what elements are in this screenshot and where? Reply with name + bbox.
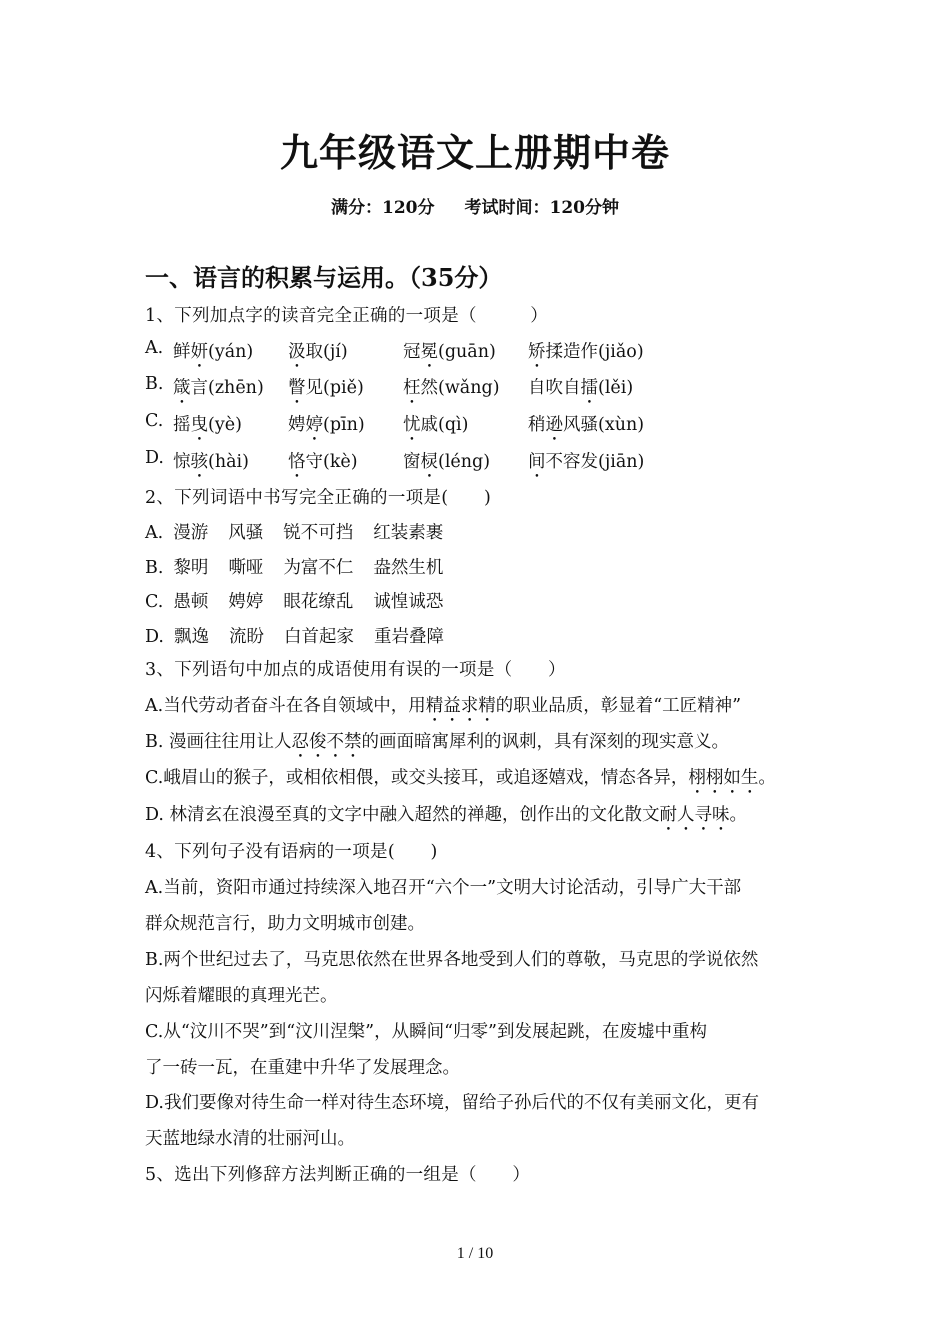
option-word: 娉婷: [228, 592, 264, 612]
option-word: 重岩叠障: [373, 627, 444, 647]
option-item: [528, 448, 644, 482]
option-word: 红装素裹: [373, 523, 444, 543]
option-word: 白首起家: [283, 627, 354, 647]
text-fragment: 揉造作(jiǎo): [545, 342, 644, 362]
text-fragment: 摇: [173, 415, 191, 435]
text-fragment: 自吹自: [528, 378, 581, 398]
option-word: 风骚: [228, 523, 264, 543]
text-fragment: 鲜: [173, 342, 191, 362]
option-line: D.我们要像对待生命一样对待生态环境，留给子孙后代的不仅有美丽文化，更有: [145, 1093, 759, 1113]
option-line: B.两个世纪过去了，马克思依然在世界各地受到人们的尊敬，马克思的学说依然: [145, 950, 759, 970]
option-row: [145, 411, 845, 437]
option-word: 眼花缭乱: [283, 592, 354, 612]
option-word: 漫游: [173, 523, 209, 543]
dotted-char: 冕: [420, 342, 438, 362]
dotted-char: 忧: [403, 415, 421, 435]
page-number: 1 / 10: [456, 1245, 494, 1262]
option-item: [173, 411, 242, 445]
option-row: [145, 338, 845, 364]
text-fragment: (hài): [208, 452, 249, 472]
option-item: [173, 338, 253, 372]
dotted-char: 骇: [190, 452, 208, 472]
option-item: [288, 448, 358, 482]
option-line: 了一砖一瓦，在重建中升华了发展理念。: [145, 1058, 460, 1078]
text-fragment: 娉: [288, 415, 306, 435]
section-title: 一、语言的积累与运用。（35分）: [145, 263, 503, 292]
option-line: 闪烁着耀眼的真理光芒。: [145, 986, 338, 1006]
option-word: 流盼: [228, 627, 264, 647]
text-fragment: 窗: [403, 452, 421, 472]
text-fragment: 的职业品质，彰显着“工匠精神”: [495, 696, 742, 716]
text-fragment: 见(piě): [305, 378, 364, 398]
dotted-char: 棂: [420, 452, 438, 472]
dotted-idiom: 栩栩如生: [688, 768, 759, 788]
text-fragment: 惊: [173, 452, 191, 472]
option-letter: C.: [145, 592, 164, 612]
option-line: 群众规范言行，助力文明城市创建。: [145, 914, 425, 934]
question-3-stem: 3、下列语句中加点的成语使用有误的一项是（ ）: [145, 660, 566, 680]
option-item: [173, 374, 264, 408]
text-fragment: 不容发(jiān): [545, 452, 645, 472]
option-item: [288, 411, 365, 445]
text-fragment: 戚(qì): [420, 415, 469, 435]
option-row: [145, 764, 776, 798]
dotted-char: 间: [528, 452, 546, 472]
option-letter: B.: [145, 374, 164, 394]
text-fragment: 。: [758, 768, 776, 788]
dotted-char: 逊: [545, 415, 563, 435]
option-item: [173, 448, 249, 482]
option-row: [145, 374, 845, 400]
text-fragment: (yè): [208, 415, 242, 435]
option-item: [403, 338, 496, 372]
option-letter: D.: [145, 448, 164, 468]
option-item: [403, 448, 490, 482]
dotted-idiom: 精益求精: [425, 696, 496, 716]
option-letter: B.: [145, 558, 164, 578]
text-fragment: A.当代劳动者奋斗在各自领域中，用: [145, 696, 426, 716]
text-fragment: 的画面暗寓犀利的讽刺，具有深刻的现实意义。: [361, 732, 729, 752]
dotted-char: 擂: [580, 378, 598, 398]
exam-info: [0, 193, 950, 218]
option-row: [145, 588, 463, 613]
option-word: 愚顿: [173, 592, 209, 612]
option-row: [145, 801, 747, 835]
option-item: [528, 338, 644, 372]
option-row: [145, 554, 463, 579]
option-word: 诚惶诚恐: [373, 592, 444, 612]
dotted-idiom: 耐人寻味: [659, 805, 730, 825]
text-fragment: C.峨眉山的猴子，或相依相偎，或交头接耳，或追逐嬉戏，情态各异，: [145, 768, 689, 788]
option-item: [403, 411, 468, 445]
dotted-char: 恪: [288, 452, 306, 472]
option-row: [145, 692, 741, 726]
option-word: 为富不仁: [283, 558, 354, 578]
text-fragment: B. 漫画往往用让人: [145, 732, 292, 752]
option-word: 盎然生机: [373, 558, 444, 578]
dotted-char: 婷: [305, 415, 323, 435]
option-row: [145, 448, 845, 474]
dotted-char: 妍: [190, 342, 208, 362]
question-4-stem: 4、下列句子没有语病的一项是( ): [145, 842, 438, 862]
option-row: [145, 728, 729, 762]
option-item: [403, 374, 500, 408]
dotted-char: 汲: [288, 342, 306, 362]
option-word: 黎明: [173, 558, 209, 578]
option-line: A.当前，资阳市通过持续深入地召开“六个一”文明大讨论活动，引导广大干部: [145, 878, 742, 898]
option-word: 嘶哑: [228, 558, 264, 578]
page-title: 九年级语文上册期中卷: [279, 130, 670, 175]
text-fragment: (lěi): [598, 378, 634, 398]
option-line: 天蓝地绿水清的壮丽河山。: [145, 1129, 355, 1149]
option-line: C.从“汶川不哭”到“汶川涅槃”，从瞬间“归零”到发展起跳，在废墟中重构: [145, 1022, 708, 1042]
option-item: [288, 338, 348, 372]
text-fragment: 言(zhēn): [190, 378, 264, 398]
option-letter: C.: [145, 411, 164, 431]
option-item: [528, 374, 633, 408]
option-letter: A.: [145, 338, 164, 358]
dotted-char: 枉: [403, 378, 421, 398]
option-word: 锐不可挡: [283, 523, 354, 543]
option-letter: A.: [145, 523, 164, 543]
text-fragment: 冠: [403, 342, 421, 362]
question-5-stem: 5、选出下列修辞方法判断正确的一组是（ ）: [145, 1165, 531, 1185]
text-fragment: 取(jí): [305, 342, 348, 362]
text-fragment: D. 林清玄在浪漫至真的文字中融入超然的禅趣，创作出的文化散文: [145, 805, 660, 825]
dotted-char: 瞥: [288, 378, 306, 398]
option-row: [145, 623, 464, 648]
option-letter: D.: [145, 627, 164, 647]
exam-time: 考试时间：120分钟: [464, 198, 619, 218]
text-fragment: 守(kè): [305, 452, 358, 472]
option-word: 飘逸: [173, 627, 209, 647]
text-fragment: (pīn): [323, 415, 365, 435]
dotted-char: 箴: [173, 378, 191, 398]
text-fragment: 稍: [528, 415, 546, 435]
dotted-char: 曳: [190, 415, 208, 435]
text-fragment: 。: [729, 805, 748, 825]
option-row: [145, 519, 463, 544]
text-fragment: (yán): [208, 342, 254, 362]
dotted-char: 矫: [528, 342, 546, 362]
option-item: [288, 374, 364, 408]
text-fragment: 风骚(xùn): [563, 415, 645, 435]
text-fragment: (léng): [438, 452, 491, 472]
full-score: 满分：120分: [331, 198, 435, 218]
question-1-stem: 1、下列加点字的读音完全正确的一项是（ ）: [145, 306, 549, 326]
question-2-stem: 2、下列词语中书写完全正确的一项是( ): [145, 488, 492, 508]
text-fragment: (guān): [438, 342, 496, 362]
text-fragment: 然(wǎng): [420, 378, 500, 398]
dotted-idiom: 忍俊不禁: [291, 732, 362, 752]
option-item: [528, 411, 644, 445]
